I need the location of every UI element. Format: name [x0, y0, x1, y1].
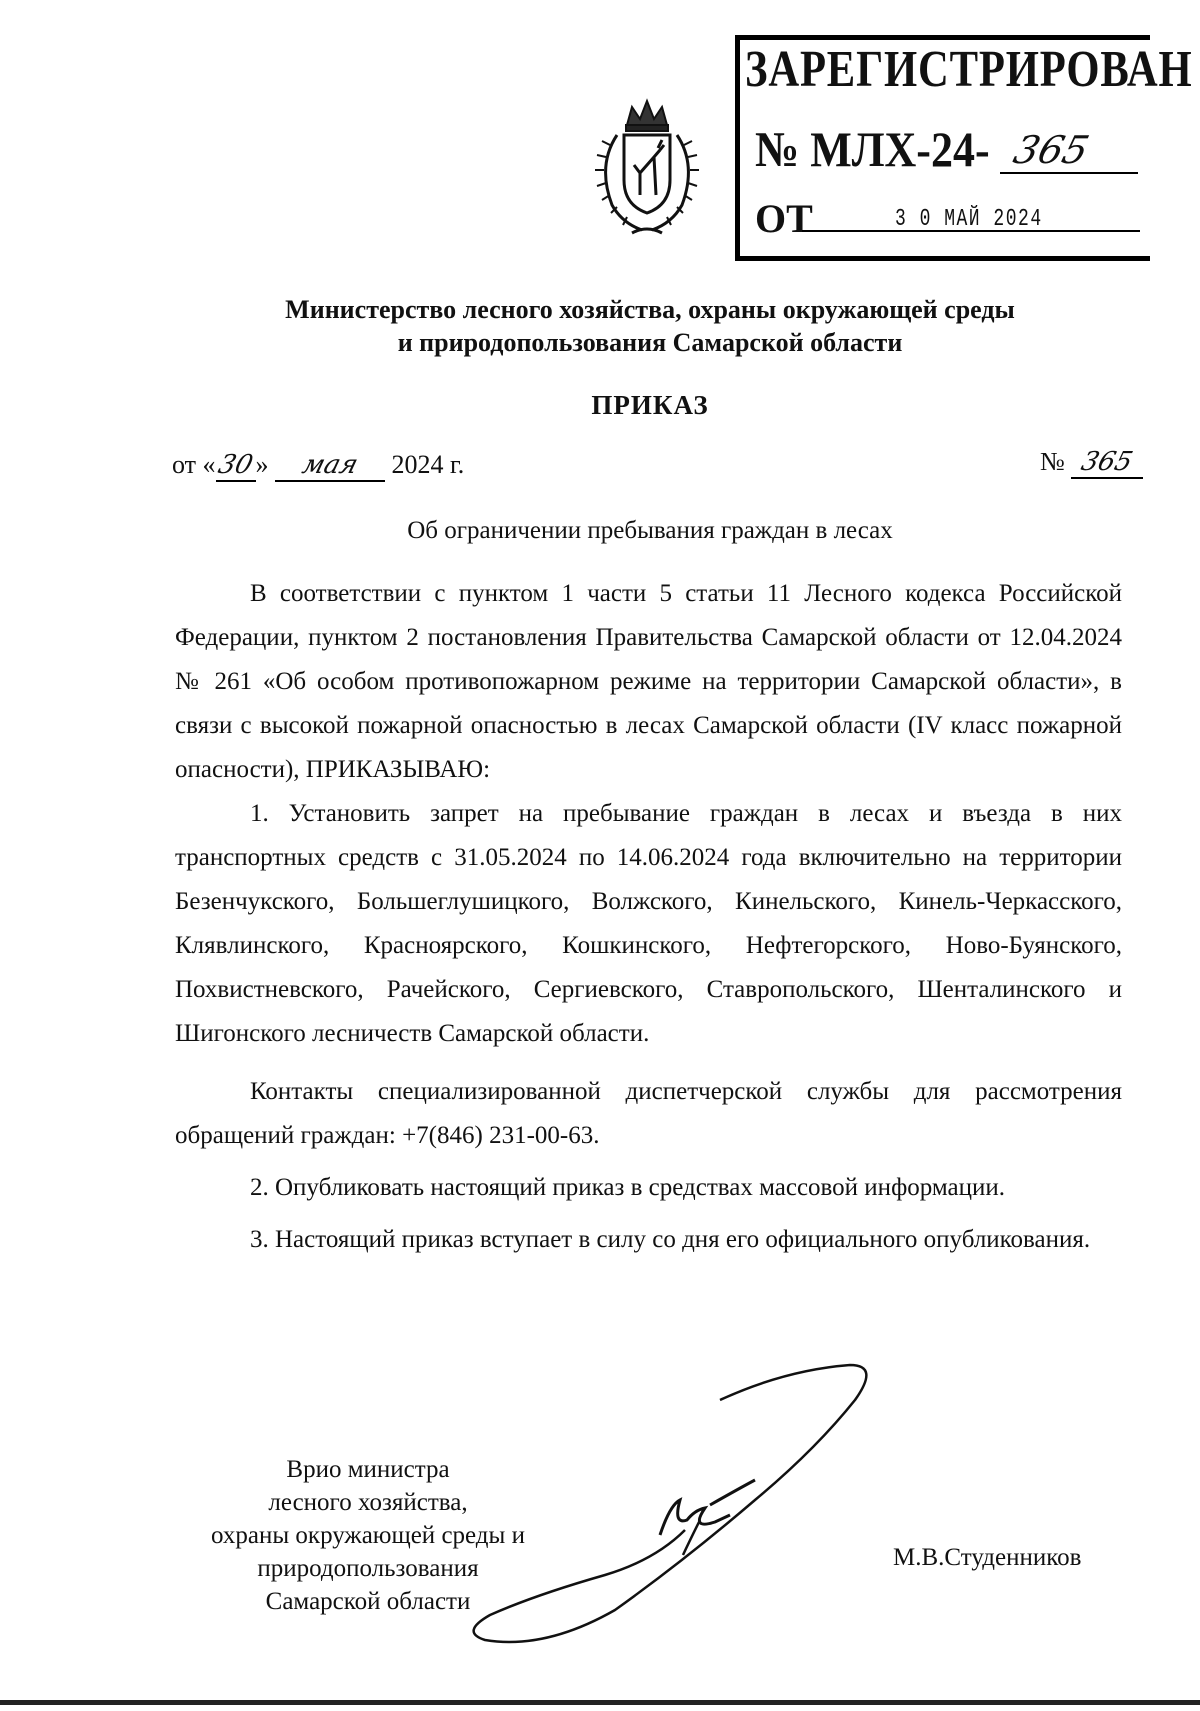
signatory-line-5: Самарской области — [265, 1588, 471, 1615]
paragraph-item-1: 1. Установить запрет на пребывание граждан в лесах и въезда в них транспортных средств с 31.05.2024 по 14.06.2024 года включительно на территории Безенчукского, Большеглушицкого, Волжского, Кинельского, Кинель-Черкасского, Клявлинского, Красноярского, Кошкинского, Нефтегорского, Ново-Буянского, Похвистневского, Рачейского, Сергиевского, Ставропольского, Шенталинского и Шигонского лесничеств Самарской области. — [175, 800, 1122, 1047]
ministry-name — [0, 293, 1200, 359]
ministry-line-1: Министерство лесного хозяйства, охраны окружающей среды — [285, 295, 1015, 324]
stamp-date: 3 0 МАЙ 2024 — [895, 206, 1043, 233]
order-number-value: 365 — [1078, 447, 1137, 477]
date-month: мая — [298, 450, 362, 480]
order-date — [172, 450, 464, 482]
stamp-ot-label: ОТ — [755, 196, 813, 241]
paragraph-item-3: 3. Настоящий приказ вступает в силу со дня его официального опубликования. — [250, 1226, 1091, 1253]
coat-of-arms-icon — [582, 95, 712, 240]
signatory-line-4: природопользования — [257, 1555, 479, 1582]
bottom-border — [0, 1700, 1200, 1705]
order-number-label: № — [1040, 447, 1065, 476]
paragraph-contacts: Контакты специализированной диспетчерской службы для рассмотрения обращений граждан: +7(846) 231-00-63. — [175, 1078, 1122, 1149]
signatory-line-2: лесного хозяйства, — [268, 1489, 468, 1516]
document-type: ПРИКАЗ — [591, 390, 709, 420]
date-prefix: от « — [172, 450, 216, 479]
order-body — [175, 572, 1122, 1262]
date-day: 30 — [214, 450, 257, 480]
ministry-line-2: и природопользования Самарской области — [397, 328, 903, 357]
stamp-title: ЗАРЕГИСТРИРОВАН — [745, 41, 1193, 98]
paragraph-item-2: 2. Опубликовать настоящий приказ в средствах массовой информации. — [250, 1174, 1006, 1201]
paragraph-preamble: В соответствии с пунктом 1 части 5 статьи 11 Лесного кодекса Российской Федерации, пунктом 2 постановления Правительства Самарской области от 12.04.2024 № 261 «Об особом противопожарном режиме на территории Самарской области», в связи с высокой пожарной опасностью в лесах Самарской области (IV класс пожарной опасности), ПРИКАЗЫВАЮ: — [175, 580, 1122, 783]
handwritten-signature-icon — [455, 1360, 975, 1660]
signatory-line-3: охраны окружающей среды и — [211, 1522, 525, 1549]
order-number — [1040, 447, 1143, 479]
date-mid: » — [255, 450, 269, 479]
date-year: 2024 г. — [391, 450, 465, 479]
stamp-number-handwritten: 365 — [1009, 128, 1094, 172]
order-subject: Об ограничении пребывания граждан в лесах — [407, 517, 893, 544]
signatory-name: М.В.Студенников — [893, 1544, 1082, 1571]
signatory-line-1: Врио министра — [286, 1456, 450, 1483]
stamp-number-underline — [1000, 172, 1138, 174]
stamp-number-prefix: № МЛХ-24- — [755, 121, 990, 177]
